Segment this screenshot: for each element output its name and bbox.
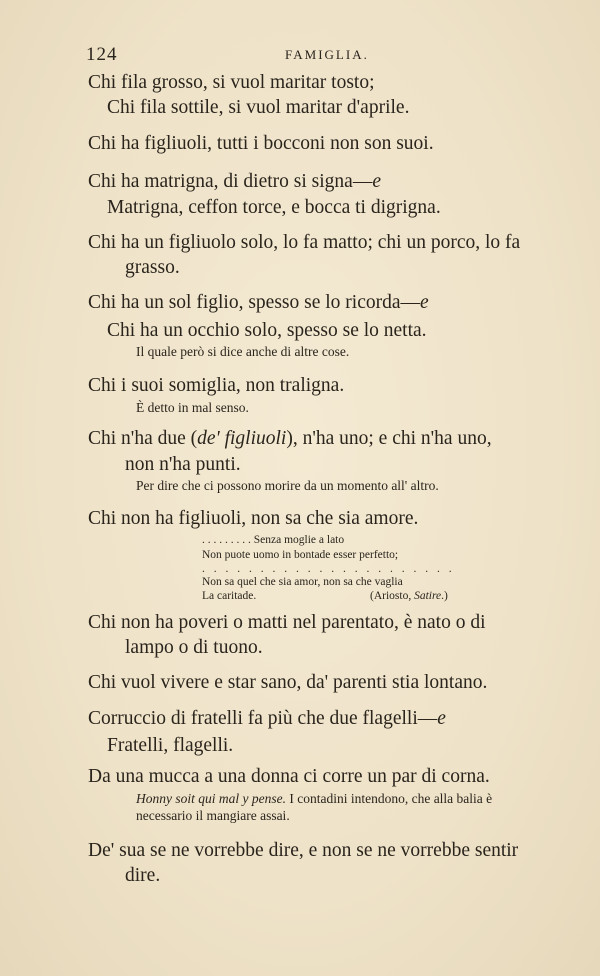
quote-line: Non puote uomo in bontade esser perfetto; xyxy=(202,549,399,561)
proverb-line: Chi vuol vivere e star sano, da' parenti stia lontano. xyxy=(88,672,488,693)
quote-citation: (Ariosto, Satire.) xyxy=(370,590,448,602)
proverb-line: Chi ha un sol figlio, spesso se lo ricorda—e xyxy=(88,292,429,313)
quote-line: Non sa quel che sia amor, non sa che vaglia xyxy=(202,576,403,588)
proverb-line: Chi fila grosso, si vuol maritar tosto; xyxy=(88,72,375,93)
proverb-line: non n'ha punti. xyxy=(125,454,241,475)
proverb-line: dire. xyxy=(125,865,161,886)
quote-line: . . . . . . . . . Senza moglie a lato xyxy=(202,534,345,546)
proverb-line: Chi non ha poveri o matti nel parentato, è nato o di xyxy=(88,612,486,633)
proverb-line: Corruccio di fratelli fa più che due flagelli—e xyxy=(88,708,446,729)
proverb-line: grasso. xyxy=(125,257,180,278)
proverb-line: De' sua se ne vorrebbe dire, e non se ne vorrebbe sentir xyxy=(88,840,519,861)
proverb-line: Chi non ha figliuoli, non sa che sia amore. xyxy=(88,508,419,529)
quote-ellipsis: . . . . . . . . . . . . . . . . . . . . . . xyxy=(202,563,455,575)
proverb-line: Chi ha matrigna, di dietro si signa—e xyxy=(88,171,381,192)
proverb-line: Chi i suoi somiglia, non traligna. xyxy=(88,375,345,396)
page-number: 124 xyxy=(86,44,118,65)
proverb-line: Chi fila sottile, si vuol maritar d'aprile. xyxy=(107,97,410,118)
commentary-note: Il quale però si dice anche di altre cose. xyxy=(136,344,350,359)
proverb-line: lampo o di tuono. xyxy=(125,637,263,658)
proverb-line: Chi ha un occhio solo, spesso se lo netta. xyxy=(107,320,427,341)
page-header xyxy=(86,44,536,68)
proverb-line: Da una mucca a una donna ci corre un par di corna. xyxy=(88,766,490,787)
proverb-line: Chi ha figliuoli, tutti i bocconi non son suoi. xyxy=(88,133,434,154)
commentary-note: Per dire che ci possono morire da un momento all' altro. xyxy=(136,478,439,493)
running-title: FAMIGLIA. xyxy=(285,47,369,62)
commentary-note: necessario il mangiare assai. xyxy=(136,808,290,823)
quote-line: La caritade. xyxy=(202,590,257,602)
commentary-note: È detto in mal senso. xyxy=(136,400,249,415)
proverb-line: Fratelli, flagelli. xyxy=(107,735,234,756)
commentary-note: Honny soit qui mal y pense. I contadini intendono, che alla balia è xyxy=(136,791,493,806)
proverb-line: Matrigna, ceffon torce, e bocca ti digrigna. xyxy=(107,197,441,218)
proverb-line: Chi ha un figliuolo solo, lo fa matto; chi un porco, lo fa xyxy=(88,232,521,253)
proverb-line: Chi n'ha due (de' figliuoli), n'ha uno; e chi n'ha uno, xyxy=(88,428,492,449)
